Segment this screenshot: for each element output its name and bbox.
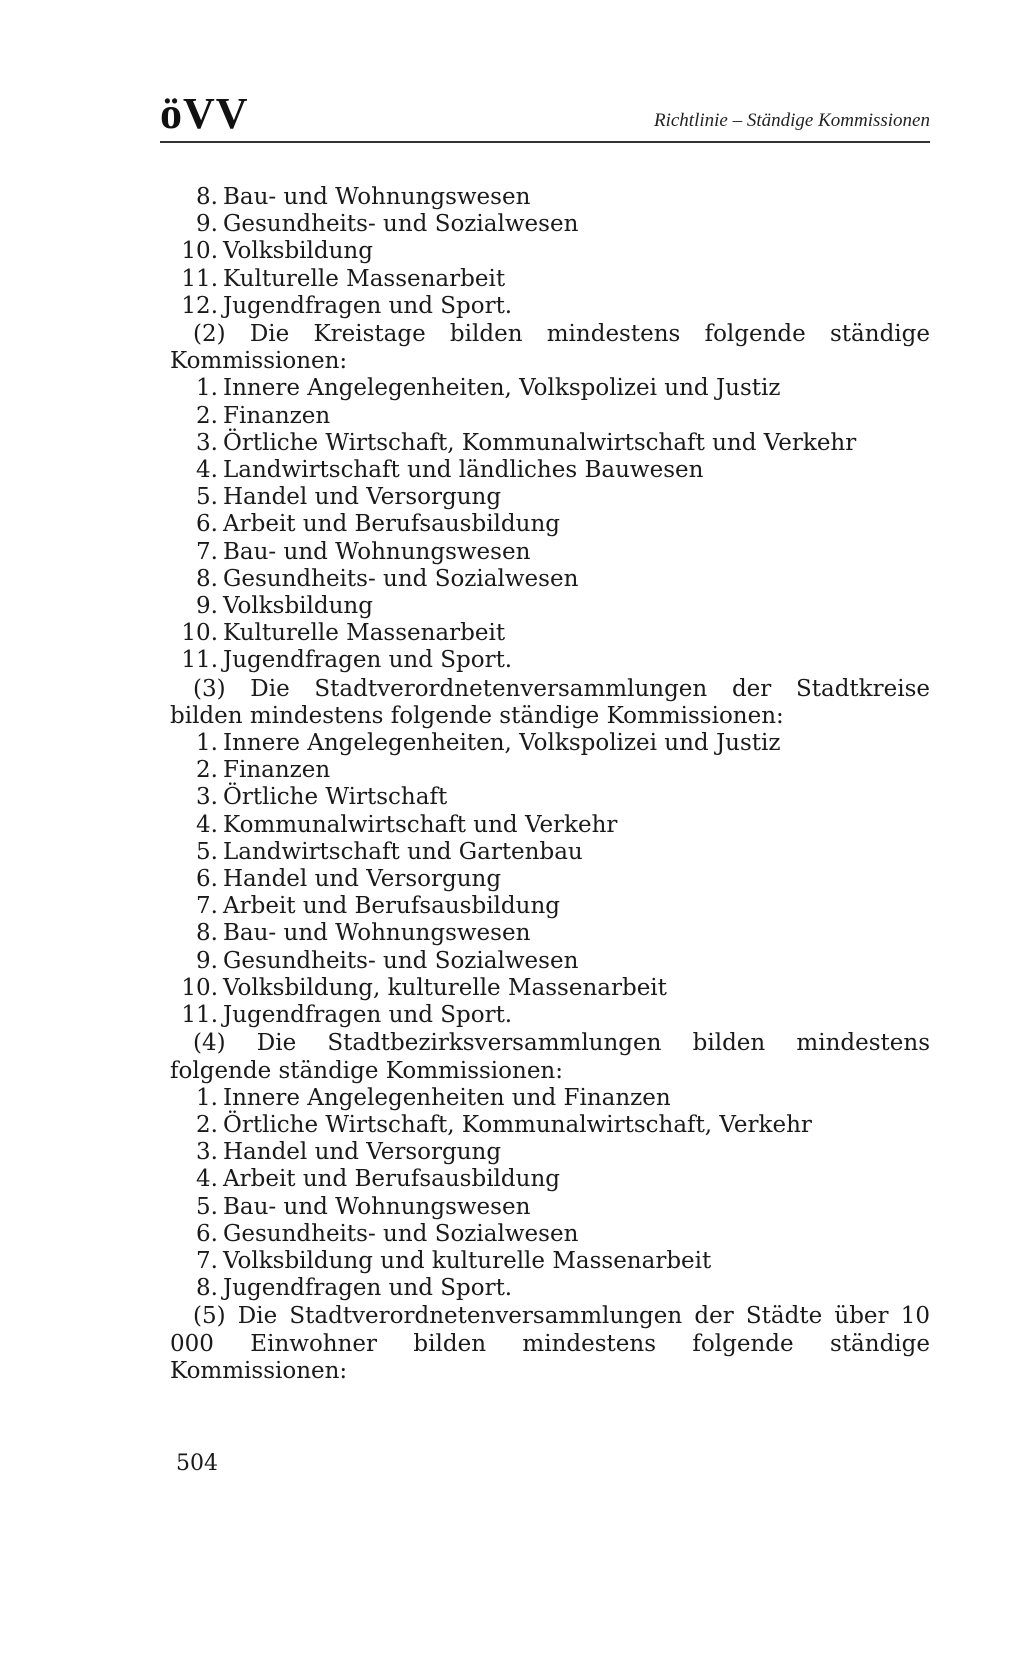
section-intro: (3) Die Stadtverordnetenversammlungen der Stadtkreise bilden mindestens folgende ständige Kommissionen: xyxy=(170,675,930,729)
page-body xyxy=(170,184,930,1385)
list-item-number: 6. xyxy=(196,1220,218,1247)
list-item xyxy=(170,375,930,402)
list-item-number: 11. xyxy=(181,265,218,292)
list-item xyxy=(170,238,930,265)
section-intro: (5) Die Stadtverordnetenversammlungen der Städte über 10 000 Einwohner bilden mindestens folgende ständige Kommissionen: xyxy=(170,1303,930,1384)
list-item-text: Gesundheits- und Sozialwesen xyxy=(223,947,579,974)
list-item xyxy=(170,211,930,238)
list-item-text: Örtliche Wirtschaft, Kommunalwirtschaft und Verkehr xyxy=(223,429,857,456)
list-item xyxy=(170,1139,930,1166)
list-item xyxy=(170,620,930,647)
list-item-number: 11. xyxy=(181,647,218,674)
list-item-number: 9. xyxy=(196,947,218,974)
list-item xyxy=(170,1221,930,1248)
list-item-number: 1. xyxy=(196,1084,218,1111)
list-item xyxy=(170,948,930,975)
list-item xyxy=(170,1248,930,1275)
list-item-text: Arbeit und Berufsausbildung xyxy=(223,893,560,920)
list-item-text: Innere Angelegenheiten, Volkspolizei und Justiz xyxy=(223,375,781,402)
list-item xyxy=(170,866,930,893)
list-item-number: 5. xyxy=(196,838,218,865)
list-item xyxy=(170,184,930,211)
section xyxy=(170,676,930,1030)
list-item-number: 6. xyxy=(196,866,218,893)
list-item-number: 2. xyxy=(196,402,218,429)
list-item-text: Bau- und Wohnungswesen xyxy=(223,920,531,947)
list-item-text: Gesundheits- und Sozialwesen xyxy=(223,211,579,238)
section xyxy=(170,321,930,675)
header-rule xyxy=(160,141,930,143)
list-item-text: Gesundheits- und Sozialwesen xyxy=(223,1220,579,1247)
list-item-number: 6. xyxy=(196,511,218,538)
list-item-number: 9. xyxy=(196,593,218,620)
list-item-text: Jugendfragen und Sport. xyxy=(223,1002,513,1029)
list-item-text: Finanzen xyxy=(223,402,331,429)
list-item-text: Kulturelle Massenarbeit xyxy=(223,620,506,647)
list-item-number: 1. xyxy=(196,730,218,757)
section xyxy=(170,1303,930,1385)
list-item-text: Bau- und Wohnungswesen xyxy=(223,538,531,565)
continued-list xyxy=(170,184,930,320)
list-item xyxy=(170,1194,930,1221)
list-item-number: 5. xyxy=(196,1193,218,1220)
list-item-number: 8. xyxy=(196,1275,218,1302)
list-item xyxy=(170,457,930,484)
list-item xyxy=(170,293,930,320)
list-item-text: Jugendfragen und Sport. xyxy=(223,647,513,674)
list-item-text: Innere Angelegenheiten, Volkspolizei und Justiz xyxy=(223,730,781,757)
list-item-text: Handel und Versorgung xyxy=(223,866,502,893)
list-item xyxy=(170,839,930,866)
list-item-text: Landwirtschaft und Gartenbau xyxy=(223,838,583,865)
section-intro: (2) Die Kreistage bilden mindestens folgende ständige Kommissionen: xyxy=(170,321,930,375)
list-item xyxy=(170,511,930,538)
list-item xyxy=(170,975,930,1002)
list-item xyxy=(170,539,930,566)
list-item-text: Bau- und Wohnungswesen xyxy=(223,1193,531,1220)
list-item-text: Handel und Versorgung xyxy=(223,484,502,511)
list-item-number: 4. xyxy=(196,811,218,838)
list-item-number: 8. xyxy=(196,920,218,947)
section-intro: (4) Die Stadtbezirksversammlungen bilden mindestens folgende ständige Kommissionen: xyxy=(170,1030,930,1084)
page-number: 504 xyxy=(176,1451,218,1476)
list-item-text: Landwirtschaft und ländliches Bauwesen xyxy=(223,457,704,484)
list-item xyxy=(170,1002,930,1029)
list-item-text: Jugendfragen und Sport. xyxy=(223,292,513,319)
list-item xyxy=(170,403,930,430)
list-item-number: 11. xyxy=(181,1002,218,1029)
list-item xyxy=(170,430,930,457)
list-item-text: Kommunalwirtschaft und Verkehr xyxy=(223,811,618,838)
list-item-number: 2. xyxy=(196,1111,218,1138)
list-item xyxy=(170,1112,930,1139)
list-item-text: Bau- und Wohnungswesen xyxy=(223,184,531,210)
list-item xyxy=(170,893,930,920)
list-item-text: Örtliche Wirtschaft xyxy=(223,784,448,811)
list-item-text: Örtliche Wirtschaft, Kommunalwirtschaft, Verkehr xyxy=(223,1111,812,1138)
list-item-number: 3. xyxy=(196,1139,218,1166)
list-item-number: 10. xyxy=(181,620,218,647)
list-item-number: 4. xyxy=(196,1166,218,1193)
list-item-number: 4. xyxy=(196,457,218,484)
list-item xyxy=(170,812,930,839)
list-item-number: 3. xyxy=(196,784,218,811)
list-item-text: Finanzen xyxy=(223,757,331,784)
list-item-text: Innere Angelegenheiten und Finanzen xyxy=(223,1084,671,1111)
sections xyxy=(170,321,930,1385)
list-item xyxy=(170,1166,930,1193)
list-item xyxy=(170,784,930,811)
list-item-text: Handel und Versorgung xyxy=(223,1139,502,1166)
list-item-number: 10. xyxy=(181,974,218,1001)
list-item-number: 8. xyxy=(196,184,218,210)
list-item-number: 1. xyxy=(196,375,218,402)
list-item-number: 5. xyxy=(196,484,218,511)
list-item-text: Gesundheits- und Sozialwesen xyxy=(223,565,579,592)
list-item xyxy=(170,593,930,620)
list-item xyxy=(170,566,930,593)
list-item-number: 7. xyxy=(196,538,218,565)
list-item xyxy=(170,1275,930,1302)
list-item-text: Arbeit und Berufsausbildung xyxy=(223,511,560,538)
list-item xyxy=(170,1085,930,1112)
list-item-text: Volksbildung und kulturelle Massenarbeit xyxy=(223,1247,712,1274)
publisher-logo: öVV xyxy=(160,89,249,138)
list-item-number: 7. xyxy=(196,893,218,920)
list-item-number: 7. xyxy=(196,1247,218,1274)
list-item-text: Jugendfragen und Sport. xyxy=(223,1275,513,1302)
list-item xyxy=(170,920,930,947)
list-item-number: 9. xyxy=(196,211,218,238)
list-item-text: Volksbildung xyxy=(223,238,373,265)
list-item-number: 12. xyxy=(181,292,218,319)
list-item-number: 8. xyxy=(196,565,218,592)
list-item xyxy=(170,266,930,293)
list-item-number: 2. xyxy=(196,757,218,784)
list-item-text: Arbeit und Berufsausbildung xyxy=(223,1166,560,1193)
list-item xyxy=(170,647,930,674)
list-item-number: 3. xyxy=(196,429,218,456)
list-item-text: Volksbildung, kulturelle Massenarbeit xyxy=(223,974,667,1001)
running-head: Richtlinie – Ständige Kommissionen xyxy=(653,110,930,131)
section xyxy=(170,1030,930,1302)
list-item xyxy=(170,757,930,784)
list-item-number: 10. xyxy=(181,238,218,265)
list-item-text: Volksbildung xyxy=(223,593,373,620)
list-item-text: Kulturelle Massenarbeit xyxy=(223,265,506,292)
list-item xyxy=(170,730,930,757)
list-item xyxy=(170,484,930,511)
